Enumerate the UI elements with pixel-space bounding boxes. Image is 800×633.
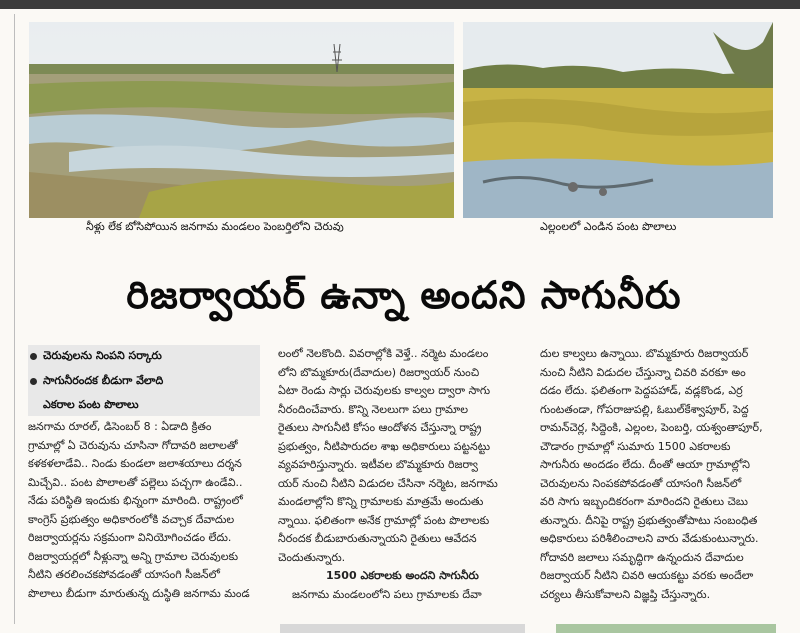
kicker-1: [30, 349, 162, 363]
column-subhead: 1500 ఎకరాలకు అందని సాగునీరు: [326, 569, 479, 582]
photo-pond: [29, 22, 454, 218]
kicker-2: [30, 374, 163, 388]
kicker-3-text: ఎకరాల పంట పొలాలు: [43, 398, 139, 411]
article-column-2: [278, 345, 532, 604]
body-line: చెందుతున్నారు.: [278, 550, 346, 564]
body-line: మండలాల్లోని కొన్ని గ్రామాలకు మాత్రమే అందుతు: [278, 495, 484, 508]
body-line: చర్యలు తీసుకోవాలని విజ్ఞప్తి చేస్తున్నారు.: [540, 587, 711, 601]
body-line: ప్రభుత్వం, నీటిపారుదల శాఖ అధికారులు పట్టనట్టు: [278, 439, 491, 453]
body-line: జనగామ రూరల్, డిసెంబర్ 8 : ఏడాది క్రితం: [28, 420, 212, 433]
body-line: నుంచి నీటిని విడుదల చేస్తున్నా చివరి వరకూ అం: [540, 365, 746, 379]
body-line: గోదావరి జలాలు సమృద్ధిగా ఉన్నందున దేవాదుల: [540, 550, 744, 564]
photo-left-caption: నీళ్లు లేక బోసిపోయిన జనగామ మండలం పెంబర్తిలోని చెరువు: [86, 220, 344, 233]
body-line: పొలాలు బీడుగా మారుతున్న దుస్థితి జనగామ మండ: [28, 586, 250, 600]
body-line: నీరందించేవారు. కొన్ని నెలలుగా పలు గ్రామాల: [278, 402, 468, 416]
body-line: రైతులు సాగునీటి కోసం ఆందోళన చేస్తున్నా రాష్ట్ర: [278, 421, 482, 434]
body-line: రామన్‌చెర్ల, సిద్దెంకి, ఎల్లంల, పెంబర్తి, యశ్వంతాపూర్,: [540, 421, 763, 434]
body-line: రిజర్వాయర్లను సక్రమంగా వినియోగించడం లేదు.: [28, 531, 232, 544]
body-line: దడం లేదు. ఫలితంగా పెద్దపహాడ్, వడ్లకొండ, ఎర్ర: [540, 384, 743, 397]
body-line: అధికారులు పరిశీలించాలని వారు వేడుకుంటున్నారు.: [540, 532, 759, 545]
body-line: చౌడారం గ్రామాల్లో సుమారు 1500 ఎకరాలకు: [540, 439, 731, 453]
bottom-strip-left: [280, 624, 525, 633]
body-line: రిజర్వాయర్ నీటిని చివరి ఆయకట్టు వరకు అందేలా: [540, 569, 754, 582]
left-margin-rule: [14, 14, 15, 624]
body-line: గుంటతండా, గోపరాజుపల్లి, ఓబుల్‌కేశ్వాపూర్, పెద్ద: [540, 402, 749, 416]
body-line: దుల కాల్వలు ఉన్నాయి. బొమ్మకూరు రిజర్వాయర్: [540, 347, 749, 360]
article-column-3: [540, 345, 780, 604]
kicker-3: [43, 398, 139, 412]
kicker-1-text: చెరువులను నింపని సర్కారు: [43, 349, 162, 362]
headline: రిజర్వాయర్ ఉన్నా అందని సాగునీరు: [126, 273, 682, 317]
body-line: కళకళలాడేవి.. నిండు కుండలా జలాశయాలు దర్శన: [28, 457, 242, 470]
body-line: రిజర్వాయర్లలో నీళ్లున్నా అన్ని గ్రామాల చెరువులకు: [28, 549, 239, 563]
body-line: తున్నారు. దీనిపై రాష్ట్ర ప్రభుత్వంతోపాటు సంబంధిత: [540, 513, 758, 527]
bullet-icon: [30, 353, 37, 360]
body-line: సాగునీరు అందడం లేదు. దీంతో ఆయా గ్రామాల్లోని: [540, 458, 750, 471]
body-line: జనగామ మండలంలోని పలు గ్రామాలకు దేవా: [292, 587, 482, 601]
body-line: మిచ్చేవి.. పంట పొలాలతో పల్లెలు పచ్చగా ఉండేవి..: [28, 475, 243, 489]
top-bar: [0, 0, 800, 9]
kicker-2-text: సాగునీరందక బీడుగా వేలాది: [43, 374, 164, 387]
bullet-icon: [30, 378, 37, 385]
body-line: యర్ నుంచి నీటిని విడుదల చేసినా నర్మెట, జనగామ: [278, 476, 498, 490]
body-line: వ్యవహరిస్తున్నారు. ఇటీవల బొమ్మకూరు రిజర్వా: [278, 458, 478, 471]
body-line: లంలో నెలకొంది. వివరాల్లోకి వెళ్తే.. నర్మెట మండలం: [278, 347, 489, 360]
body-line: చెరువులను నింపకపోవడంతో యాసంగి సీజన్‌లో: [540, 476, 742, 490]
body-line: గ్రామాల్లో ఏ చెరువును చూసినా గోదావరి జలాలతో: [28, 438, 238, 452]
body-line: నేడు పరిస్థితి ఇందుకు భిన్నంగా మారింది. రాష్ట్రంలో: [28, 494, 243, 507]
body-line: వరి సాగు ఇబ్బందికరంగా మారిందని రైతులు చెబు: [540, 495, 748, 508]
body-line: లోని బొమ్మకూరు(దేవాదుల) రిజర్వాయర్ నుంచి: [278, 365, 480, 379]
body-line: నీరందక బీడుబారుతున్నాయని రైతులు ఆవేదన: [278, 532, 477, 545]
bottom-strip-right: [556, 624, 776, 633]
body-line: న్నాయి. ఫలితంగా అనేక గ్రామాల్లో పంట పొలాలకు: [278, 513, 490, 527]
photo-right-caption: ఎల్లంలలో ఎండిన పంట పొలాలు: [540, 220, 677, 233]
body-line: నీటిని తరలించకపోవడంతో యాసంగి సీజన్‌లో: [28, 568, 220, 581]
photo-dry-fields: [463, 22, 773, 218]
body-line: కాంగ్రెస్ ప్రభుత్వం అధికారంలోకి వచ్చాక దేవాదుల: [28, 512, 235, 526]
body-line: ఏటా రెండు సార్లు చెరువులకు కాల్వల ద్వారా సాగు: [278, 384, 491, 397]
article-column-1: [28, 418, 268, 603]
